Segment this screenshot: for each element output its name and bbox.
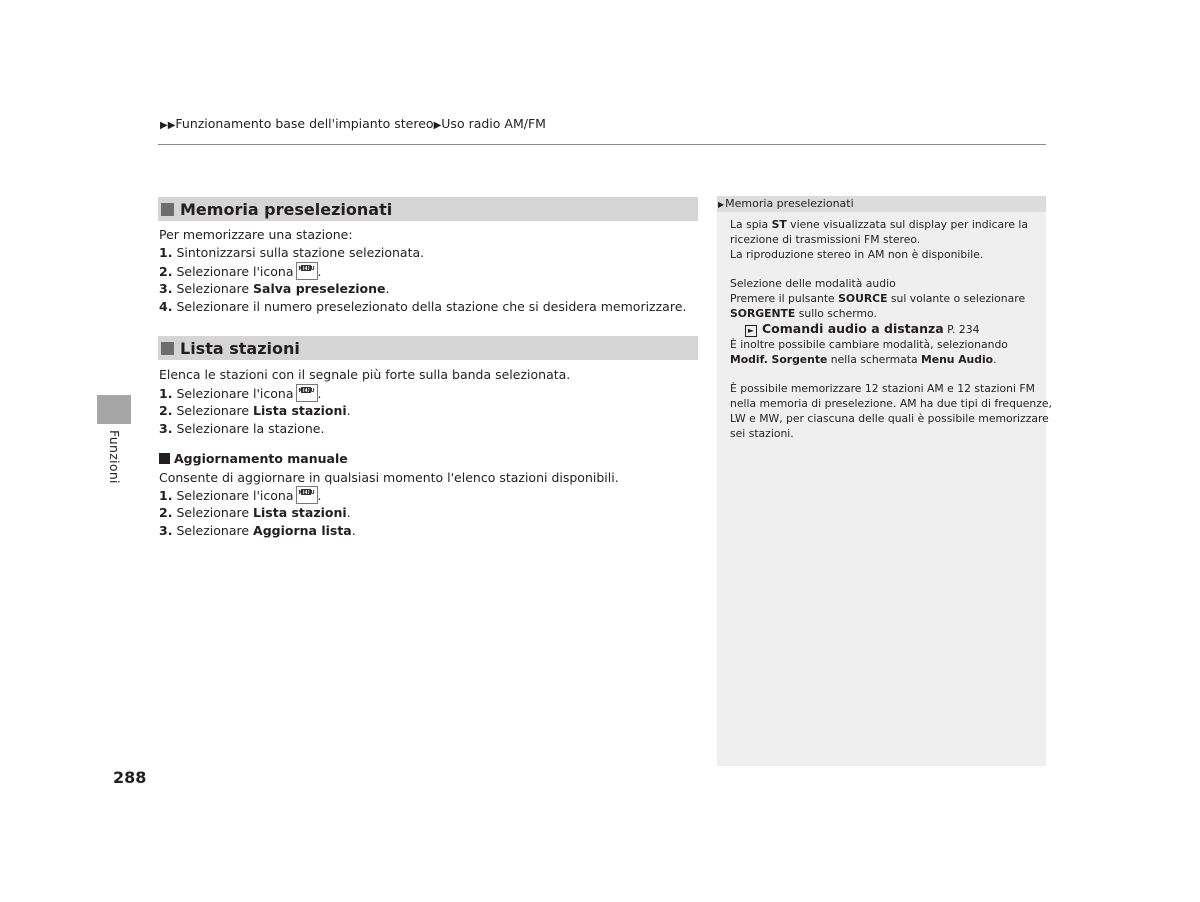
breadcrumb — [160, 116, 546, 131]
step-text-end: . — [317, 264, 322, 279]
subsection-step-3 — [159, 522, 356, 540]
sidebar-title — [718, 197, 854, 210]
chapter-tab-marker — [97, 395, 131, 424]
step-number: 3. — [159, 523, 173, 538]
subsection-step-1 — [159, 486, 322, 505]
section-square-icon — [161, 203, 174, 216]
section2-step-2 — [159, 402, 351, 420]
subsection-title: Aggiornamento manuale — [174, 451, 348, 466]
menu-icon: MENU — [296, 262, 318, 280]
step-number: 3. — [159, 281, 173, 296]
sidebar-p1-line3: La riproduzione stereo in AM non è disponibile. — [730, 248, 984, 261]
sidebar-p2-line3: SORGENTE sullo schermo. — [730, 307, 877, 320]
step-text-end: . — [385, 281, 390, 296]
section1-intro: Per memorizzare una stazione: — [159, 227, 353, 242]
note-ref-icon: ▶ — [718, 200, 725, 209]
chapter-tab-label: Funzioni — [107, 430, 122, 484]
section1-step-4 — [159, 298, 686, 316]
step-number: 2. — [159, 505, 173, 520]
section1-step-2 — [159, 262, 322, 281]
menu-icon: MENU — [296, 486, 318, 504]
step-number: 1. — [159, 488, 173, 503]
header-rule — [158, 144, 1046, 145]
sidebar-p1-line2: ricezione di trasmissioni FM stereo. — [730, 233, 921, 246]
step-text: Selezionare — [176, 505, 254, 520]
step-text: Selezionare — [176, 403, 254, 418]
page-number: 288 — [113, 768, 147, 787]
step-text: Selezionare la stazione. — [176, 421, 325, 436]
step-text-end: . — [317, 488, 322, 503]
step-bold: Aggiorna lista — [253, 523, 352, 538]
step-number: 4. — [159, 299, 173, 314]
section2-step-1 — [159, 384, 322, 403]
section-header-lista — [158, 336, 698, 360]
step-text: Selezionare il numero preselezionato della stazione che si desidera memorizzare. — [176, 299, 687, 314]
sidebar-title-text: Memoria preselezionati — [725, 197, 854, 210]
breadcrumb-item-radio: Uso radio AM/FM — [441, 116, 546, 131]
section2-intro: Elenca le stazioni con il segnale più forte sulla banda selezionata. — [159, 367, 571, 382]
step-text-end: . — [346, 505, 351, 520]
section2-step-3 — [159, 420, 324, 438]
section-title: Lista stazioni — [180, 338, 300, 358]
sidebar-p2-line1: Selezione delle modalità audio — [730, 277, 896, 290]
step-text-end: . — [317, 386, 322, 401]
step-bold: Salva preselezione — [253, 281, 386, 296]
subsection-intro: Consente di aggiornare in qualsiasi momento l'elenco stazioni disponibili. — [159, 470, 619, 485]
step-number: 1. — [159, 386, 173, 401]
step-text: Selezionare — [176, 523, 254, 538]
step-text: Selezionare l'icona — [176, 386, 294, 401]
step-bold: Lista stazioni — [253, 505, 347, 520]
section1-step-3 — [159, 280, 389, 298]
step-text: Selezionare — [176, 281, 254, 296]
step-text-end: . — [351, 523, 356, 538]
cross-reference-icon: ► — [745, 325, 757, 337]
breadcrumb-separator: ▶ — [433, 120, 442, 131]
breadcrumb-arrows: ▶▶ — [160, 120, 176, 131]
subsection-step-2 — [159, 504, 351, 522]
sidebar-p1-line1: La spia ST viene visualizzata sul display per indicare la — [730, 218, 1029, 231]
sidebar-reference-link[interactable] — [745, 321, 979, 337]
step-number: 3. — [159, 421, 173, 436]
section-title: Memoria preselezionati — [180, 199, 393, 219]
menu-icon: MENU — [296, 384, 318, 402]
step-text-end: . — [346, 403, 351, 418]
sidebar-p3-line1: È possibile memorizzare 12 stazioni AM e 12 stazioni FM — [730, 382, 1035, 395]
reference-label: Comandi audio a distanza — [762, 321, 944, 336]
sidebar-p3-line4: sei stazioni. — [730, 427, 794, 440]
sidebar-p2-line6: Modif. Sorgente nella schermata Menu Audio. — [730, 353, 997, 366]
step-number: 1. — [159, 245, 173, 260]
sidebar-p2-line5: È inoltre possibile cambiare modalità, selezionando — [730, 338, 1008, 351]
reference-page: P. 234 — [943, 323, 980, 336]
section-square-icon — [161, 342, 174, 355]
step-text: Selezionare l'icona — [176, 264, 294, 279]
subsection-square-icon — [159, 453, 170, 464]
section1-step-1 — [159, 244, 424, 262]
breadcrumb-item-stereo: Funzionamento base dell'impianto stereo — [175, 116, 434, 131]
sidebar-p3-line3: LW e MW, per ciascuna delle quali è possibile memorizzare — [730, 412, 1049, 425]
subsection-header-aggiornamento — [159, 451, 348, 466]
step-text: Sintonizzarsi sulla stazione selezionata. — [176, 245, 425, 260]
section-header-memoria — [158, 197, 698, 221]
sidebar-p2-line2: Premere il pulsante SOURCE sul volante o selezionare — [730, 292, 1026, 305]
step-number: 2. — [159, 403, 173, 418]
sidebar-p3-line2: nella memoria di preselezione. AM ha due tipi di frequenze, — [730, 397, 1052, 410]
step-text: Selezionare l'icona — [176, 488, 294, 503]
step-number: 2. — [159, 264, 173, 279]
step-bold: Lista stazioni — [253, 403, 347, 418]
